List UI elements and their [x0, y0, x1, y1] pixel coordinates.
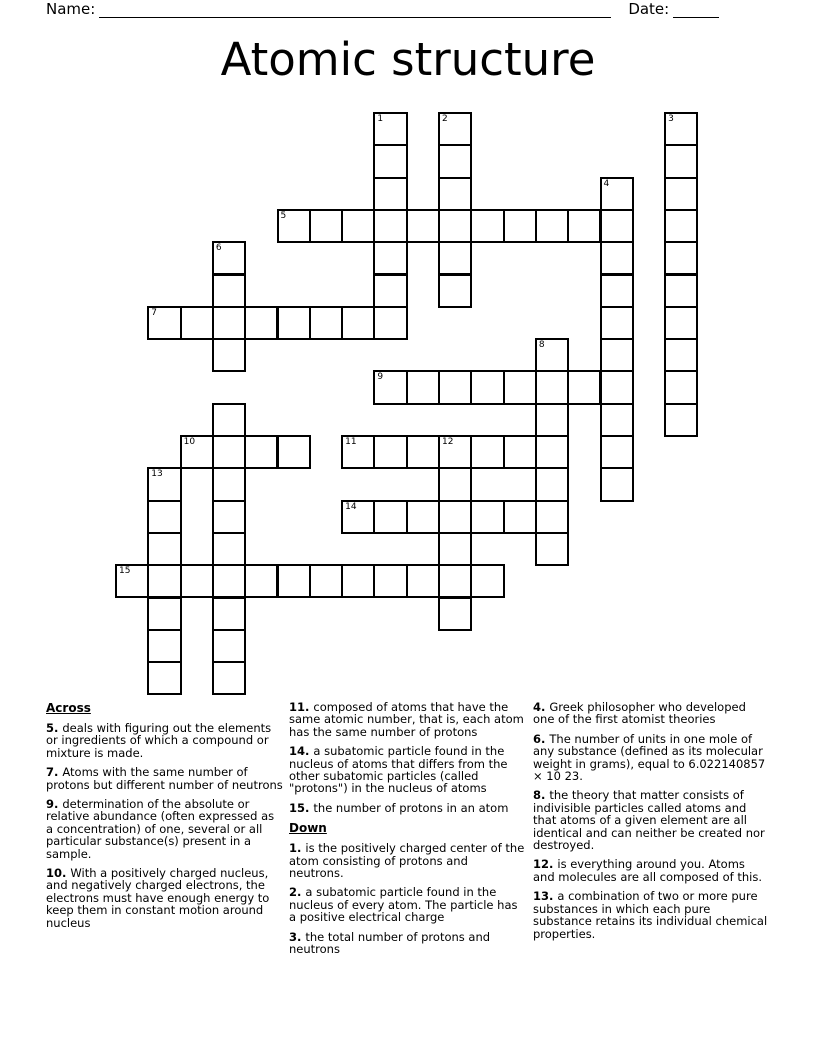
clue-number: 15. [289, 800, 314, 815]
crossword-cell[interactable] [373, 241, 407, 275]
crossword-cell[interactable] [212, 338, 246, 372]
clue: 3. the total number of protons and neutrons [289, 929, 491, 957]
crossword-cell[interactable] [503, 370, 537, 404]
crossword-cell[interactable] [470, 435, 504, 469]
cell-number: 7 [151, 307, 158, 318]
crossword-cell[interactable] [341, 209, 375, 243]
crossword-cell[interactable] [535, 403, 569, 437]
cell-number: 2 [442, 114, 448, 124]
crossword-cell[interactable] [373, 306, 407, 340]
clue: 5. deals with figuring out the elements or ingredients of which a compound or mixture is made. [46, 721, 272, 760]
crossword-cell[interactable] [147, 597, 181, 631]
crossword-cell[interactable] [535, 500, 569, 534]
crossword-cell[interactable] [147, 564, 181, 598]
crossword-cell[interactable] [664, 241, 698, 275]
clue-number: 4. [533, 700, 550, 714]
cell-number: 12 [442, 437, 454, 447]
crossword-cell[interactable] [438, 144, 472, 178]
crossword-cell[interactable] [503, 500, 537, 534]
clue: 9. determination of the absolute or relative abundance (often expressed as a concentration) of one, several or all particular substance(s) present in a sample. [46, 797, 275, 861]
crossword-cell[interactable] [664, 338, 698, 372]
crossword-cell[interactable] [664, 177, 698, 211]
clue-number: 9. [46, 797, 63, 812]
clue-number: 7. [46, 765, 63, 780]
cell-number: 15 [119, 566, 131, 577]
crossword-cell[interactable] [406, 435, 440, 469]
clue: 12. is everything around you. Atoms and molecules are all composed of this. [533, 857, 762, 884]
cell-number: 11 [345, 437, 357, 447]
crossword-cell[interactable] [147, 500, 181, 534]
crossword-cell[interactable] [212, 500, 246, 534]
crossword-cell[interactable] [438, 532, 472, 566]
crossword-cell[interactable] [180, 306, 214, 340]
clues-section-header: Down [289, 821, 327, 836]
crossword-cell[interactable] [373, 209, 407, 243]
crossword-cell[interactable] [406, 500, 440, 534]
crossword-cell[interactable] [600, 467, 634, 501]
crossword-cell[interactable] [438, 209, 472, 243]
crossword-cell[interactable] [664, 306, 698, 340]
crossword-cell[interactable] [147, 661, 181, 695]
crossword-cell[interactable] [600, 306, 634, 340]
cell-number: 9 [377, 372, 384, 383]
crossword-cell[interactable] [309, 306, 343, 340]
clue-number: 12. [533, 857, 558, 872]
clue: 15. the number of protons in an atom [289, 800, 509, 815]
cell-number: 8 [538, 340, 545, 351]
crossword-cell[interactable] [600, 370, 634, 404]
crossword-cell[interactable] [664, 370, 698, 404]
crossword-cell[interactable] [309, 564, 343, 598]
crossword-cell[interactable] [470, 500, 504, 534]
crossword-cell[interactable] [535, 435, 569, 469]
crossword-cell[interactable] [438, 597, 472, 631]
cell-number: 5 [280, 210, 287, 221]
clue: 11. composed of atoms that have the same atomic number, that is, each atom has the same number of protons [289, 700, 524, 739]
crossword-cell[interactable] [664, 209, 698, 243]
crossword-cell[interactable] [212, 435, 246, 469]
clue-number: 6. [533, 731, 550, 746]
crossword-cell[interactable] [341, 306, 375, 340]
crossword-cell[interactable] [470, 370, 504, 404]
crossword-cell[interactable] [180, 564, 214, 598]
crossword-cell[interactable] [277, 306, 311, 340]
crossword-cell[interactable] [244, 564, 278, 598]
crossword-cell[interactable] [600, 241, 634, 275]
crossword-cell[interactable] [600, 209, 634, 243]
crossword-cell[interactable] [212, 403, 246, 437]
crossword-grid [116, 113, 698, 695]
clues-column-middle [289, 701, 526, 963]
crossword-cell[interactable] [373, 500, 407, 534]
clues-column-left [46, 701, 283, 936]
clues-section-header: Across [46, 701, 91, 715]
crossword-cell[interactable] [567, 370, 601, 404]
crossword-cell[interactable] [244, 435, 278, 469]
crossword-cell[interactable] [406, 564, 440, 598]
crossword-cell[interactable] [438, 370, 472, 404]
name-label: Name: [46, 0, 96, 18]
crossword-cell[interactable] [212, 274, 246, 308]
crossword-cell[interactable] [438, 467, 472, 501]
crossword-cell[interactable] [212, 597, 246, 631]
crossword-cell[interactable] [244, 306, 278, 340]
crossword-cell[interactable] [664, 274, 698, 308]
crossword-cell[interactable] [212, 661, 246, 695]
clue-number: 8. [533, 788, 550, 803]
crossword-cell[interactable] [535, 370, 569, 404]
crossword-cell[interactable] [535, 532, 569, 566]
crossword-cell[interactable] [406, 370, 440, 404]
clue: 1. is the positively charged center of the atom consisting of protons and neutrons. [289, 841, 525, 881]
crossword-cell[interactable] [438, 564, 472, 598]
crossword-cell[interactable] [503, 209, 537, 243]
clues-column-right [533, 701, 770, 947]
crossword-cell[interactable] [664, 144, 698, 178]
crossword-cell[interactable] [212, 629, 246, 663]
crossword-cell[interactable] [373, 435, 407, 469]
worksheet-header [46, 2, 719, 18]
crossword-cell[interactable] [341, 564, 375, 598]
cell-number: 3 [668, 114, 674, 124]
date-label: Date: [628, 0, 670, 18]
crossword-cell[interactable] [600, 274, 634, 308]
crossword-cell[interactable] [212, 467, 246, 501]
crossword-cell[interactable] [147, 629, 181, 663]
clue: 4. Greek philosopher who developed one of the first atomist theories [533, 700, 746, 727]
crossword-cell[interactable] [212, 532, 246, 566]
clue-number: 5. [46, 721, 63, 735]
crossword-cell[interactable] [567, 209, 601, 243]
cell-number: 4 [603, 178, 610, 189]
crossword-cell[interactable] [438, 177, 472, 211]
cell-number: 1 [377, 114, 384, 124]
clue-number: 11. [289, 700, 314, 714]
clue: 2. a subatomic particle found in the nucleus of every atom. The particle has a positive electrical charge [289, 885, 518, 925]
crossword-cell[interactable] [438, 274, 472, 308]
name-input-line[interactable] [99, 4, 611, 18]
crossword-cell[interactable] [373, 144, 407, 178]
crossword-cell[interactable] [535, 209, 569, 243]
crossword-cell[interactable] [470, 209, 504, 243]
crossword-cell[interactable] [664, 403, 698, 437]
cell-number: 6 [215, 243, 222, 254]
clue: 8. the theory that matter consists of indivisible particles called atoms and that atoms of a given element are all identical and can neither be created nor destroyed. [533, 788, 765, 853]
crossword-cell[interactable] [212, 564, 246, 598]
cell-number: 13 [151, 469, 163, 480]
clue-number: 2. [289, 885, 306, 900]
clue-number: 3. [289, 929, 306, 944]
cell-number: 14 [345, 501, 357, 512]
crossword-cell[interactable] [373, 564, 407, 598]
crossword-cell[interactable] [470, 564, 504, 598]
clue-number: 10. [46, 866, 71, 881]
crossword-cell[interactable] [309, 209, 343, 243]
crossword-cell[interactable] [535, 467, 569, 501]
cell-number: 10 [183, 437, 196, 447]
clue-number: 14. [289, 744, 314, 759]
clue: 7. Atoms with the same number of protons but different number of neutrons [46, 765, 283, 792]
clue: 10. With a positively charged nucleus, and negatively charged electrons, the electrons must have enough energy to keep them in constant motion around nucleus [46, 866, 270, 930]
clue-number: 1. [289, 841, 306, 856]
crossword-cell[interactable] [600, 435, 634, 469]
crossword-cell[interactable] [147, 532, 181, 566]
clue: 13. a combination of two or more pure substances in which each pure substance retains its individual chemical properties. [533, 889, 768, 941]
crossword-cell[interactable] [277, 564, 311, 598]
crossword-cell[interactable] [438, 241, 472, 275]
clue: 14. a subatomic particle found in the nucleus of atoms that differs from the other subatomic particles (called "protons") in the nucleus of atoms [289, 744, 508, 796]
crossword-cell[interactable] [373, 177, 407, 211]
crossword-cell[interactable] [503, 435, 537, 469]
clue: 6. The number of units in one mole of any substance (defined as its molecular weight in grams), equal to 6.022140857 × 10 23. [533, 731, 766, 784]
crossword-cell[interactable] [600, 338, 634, 372]
date-input-line[interactable] [673, 4, 719, 18]
page-title: Atomic structure [220, 33, 596, 86]
crossword-cell[interactable] [600, 403, 634, 437]
crossword-cell[interactable] [406, 209, 440, 243]
crossword-cell[interactable] [277, 435, 311, 469]
crossword-cell[interactable] [438, 500, 472, 534]
crossword-cell[interactable] [373, 274, 407, 308]
crossword-cell[interactable] [212, 306, 246, 340]
clue-number: 13. [533, 889, 558, 904]
